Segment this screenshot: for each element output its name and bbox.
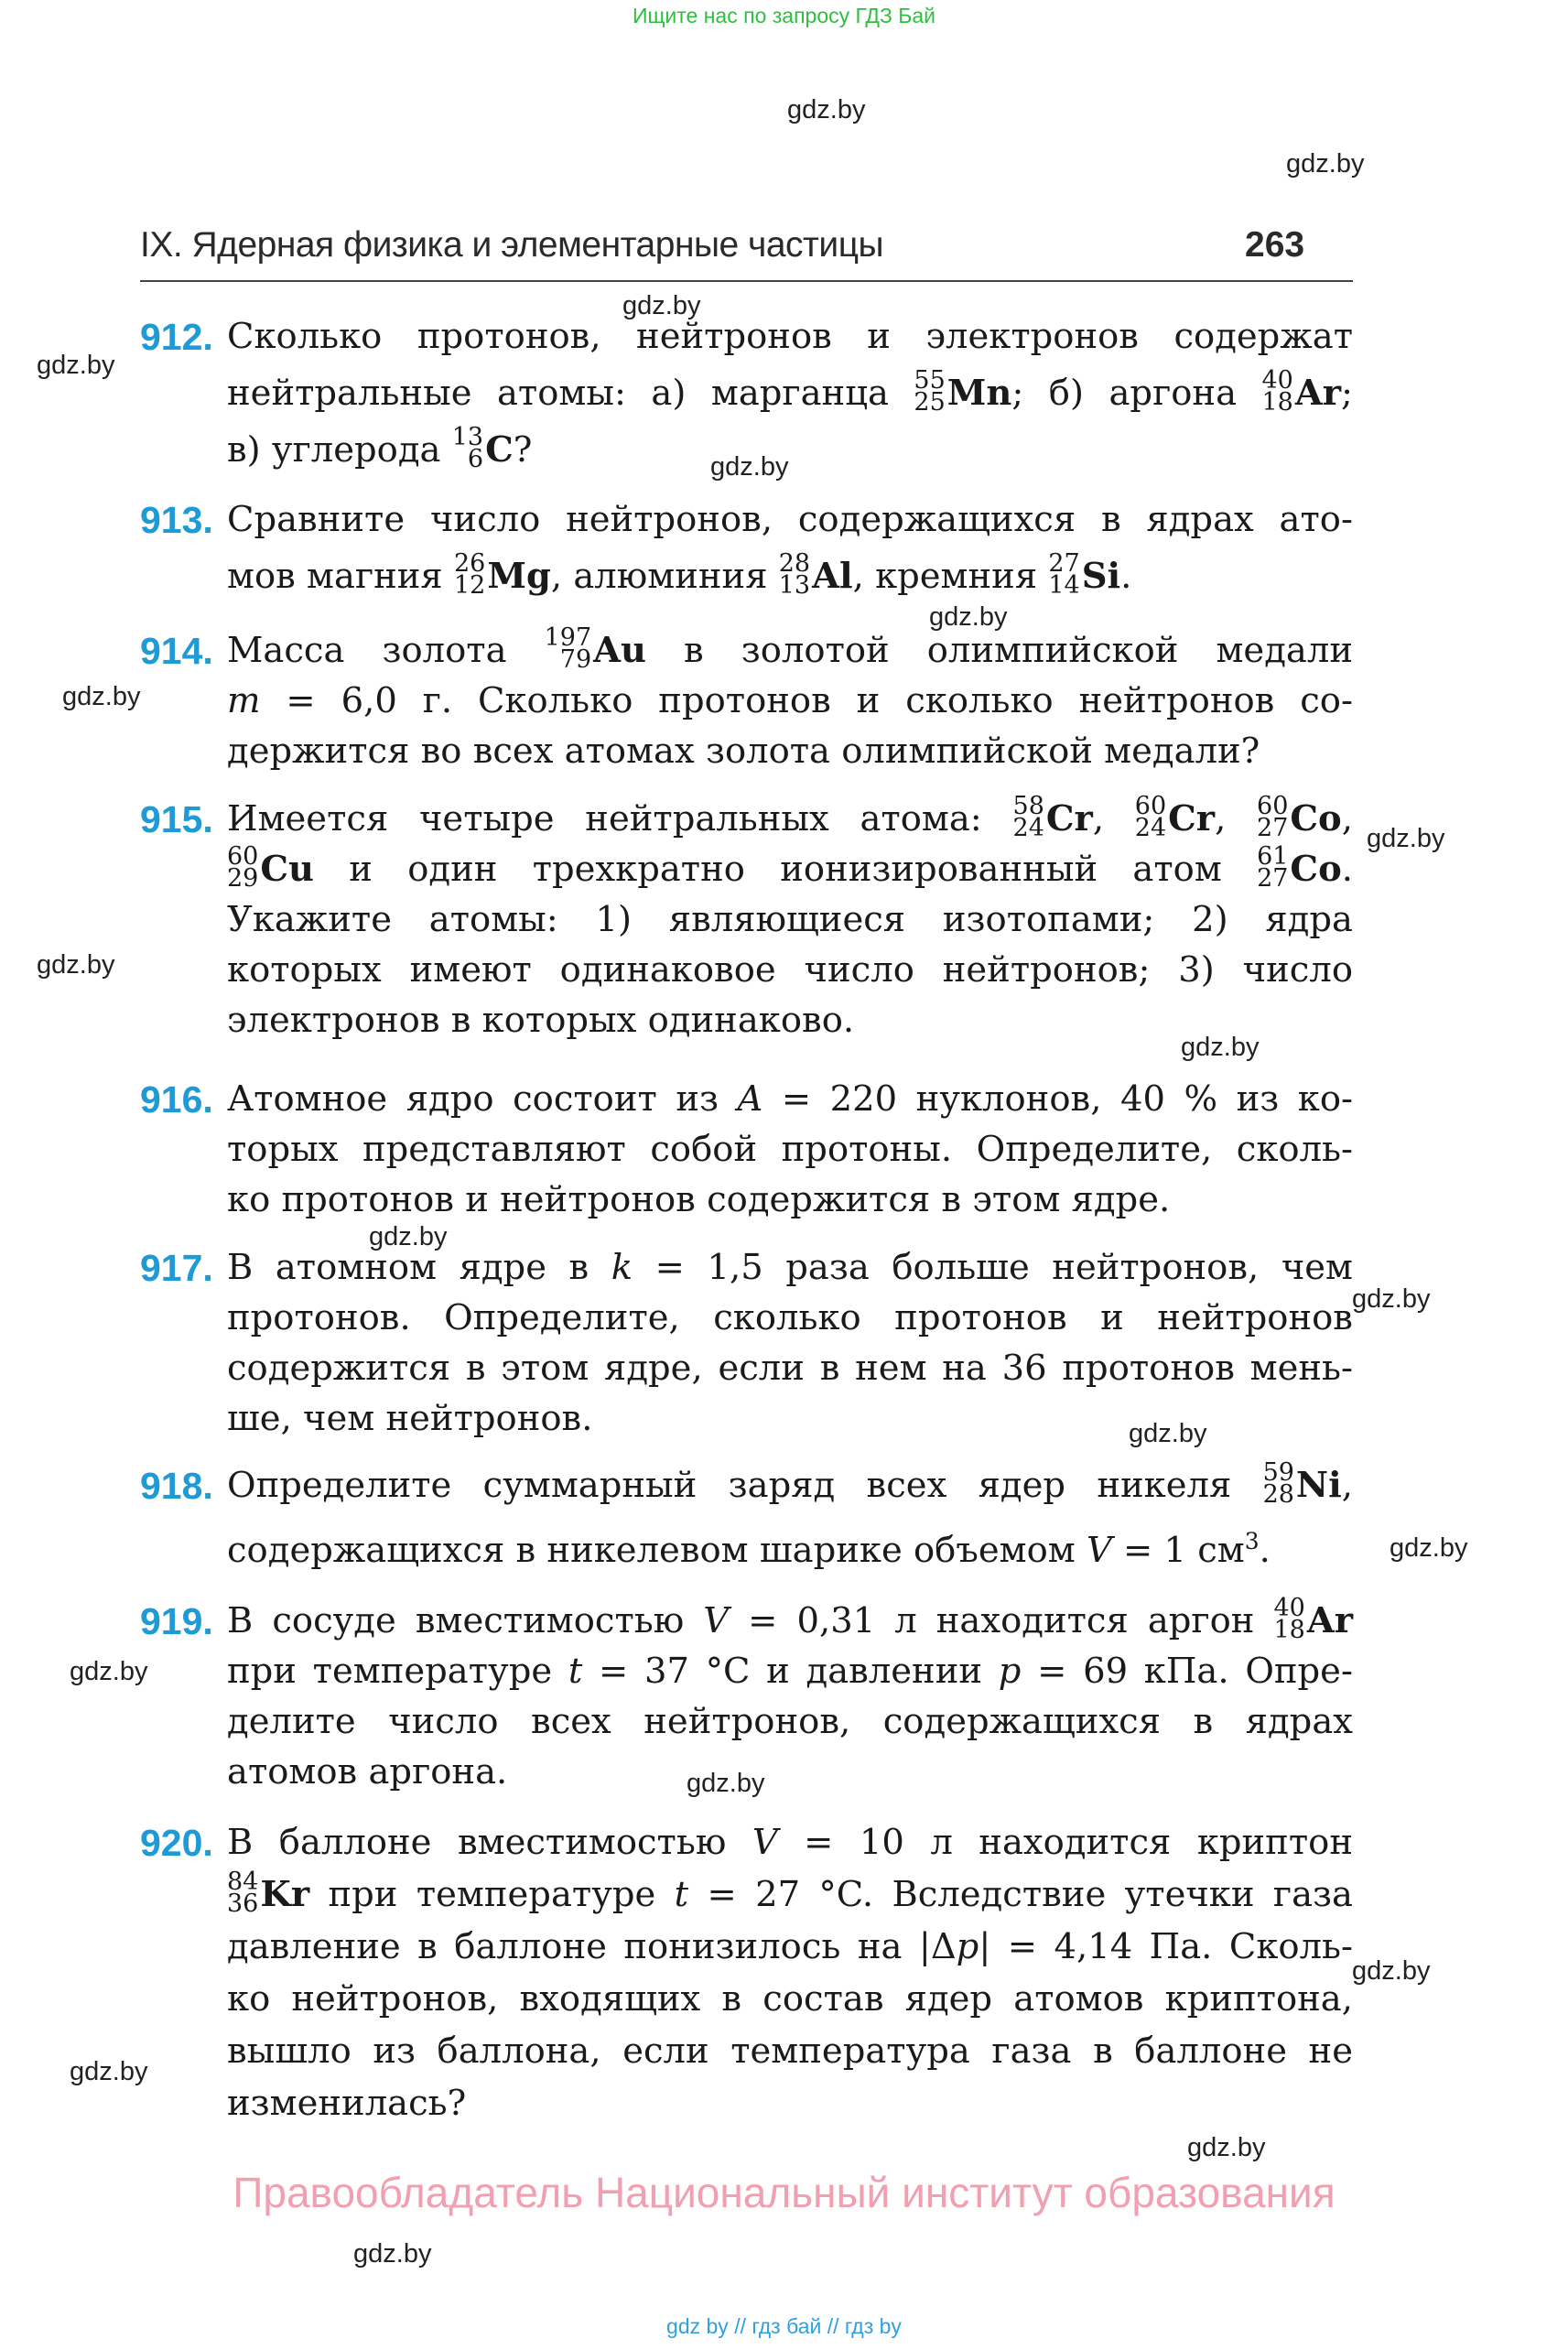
copyright-owner: Правообладатель Национальный институт образования [232,2169,1336,2216]
text-run: содержащихся в никелевом шарике объемом [227,1529,1087,1571]
mass-number: 27 [1048,549,1080,578]
text-run: мов магния [227,556,454,597]
text-run: = 1,5 раза больше нейтронов, чем [633,1247,1354,1288]
text-run: Атомное ядро состоит из [227,1078,738,1120]
text-run: Сколько протонов, нейтронов и электронов содержат [227,316,1353,357]
problem-text-line [227,1129,1353,1171]
element-symbol: Ni [1295,1465,1342,1506]
problem-number: 913. [140,499,213,541]
problem-text-line [227,1521,1353,1572]
isotope-notation [227,1868,310,1919]
text-run: = 1 см [1111,1529,1245,1571]
atomic-number: 24 [1012,814,1044,842]
text-run: , [1341,1465,1353,1506]
mass-number: 58 [1012,792,1044,820]
isotope-notation [1048,549,1121,601]
problem-text-line [227,423,1353,474]
watermark: gdz.by [1129,1419,1207,1448]
watermark: gdz.by [37,950,115,980]
text-run: и один трехкратно ионизированный атом [314,849,1258,890]
element-symbol: Co [1290,849,1342,890]
text-run: которых имеют одинаковое число нейтронов; 3) число [227,949,1353,991]
problem-text-line [227,680,1353,722]
mass-number: 26 [453,549,486,578]
element-symbol: Cu [260,849,314,890]
watermark: gdz.by [1367,824,1445,853]
isotope-notation [227,842,314,893]
math-variable: V [752,1822,778,1863]
atomic-number: 6 [467,445,484,473]
text-run: В баллоне вместимостью [227,1822,752,1863]
problem-text-line [227,1751,1353,1793]
watermark: gdz.by [1187,2133,1266,2162]
isotope-notation [1134,792,1216,843]
isotope-notation [451,423,514,474]
math-variable: p [956,1926,979,1967]
page-number: 263 [1245,225,1305,265]
watermark: gdz.by [1181,1033,1260,1062]
text-run: торых представляют собой протоны. Определите, сколь- [227,1129,1353,1170]
footer-links: gdz by // гдз бай // гдз by [666,2314,902,2338]
text-run: = 220 нуклонов, 40 % из ко- [762,1078,1354,1120]
text-run: делите число всех нейтронов, содержащихся в ядрах [227,1701,1353,1742]
element-symbol: Kr [260,1874,310,1915]
mass-number: 40 [1273,1594,1305,1622]
mass-number: 60 [227,842,259,871]
text-run: атомов аргона. [227,1751,508,1792]
text-run: Сравните число нейтронов, содержащихся в ядрах ато- [227,499,1353,540]
atomic-number: 29 [227,864,259,893]
problem-text-line [227,1822,1353,1864]
watermark: gdz.by [369,1222,448,1251]
problem-text-line [227,623,1353,675]
math-variable: k [611,1247,633,1288]
isotope-notation [1261,366,1342,417]
element-symbol: Ar [1294,373,1342,414]
atomic-number: 14 [1048,571,1080,600]
atomic-number: 36 [227,1890,259,1918]
element-symbol: Si [1081,556,1121,597]
problem-text-line [227,1078,1353,1121]
text-run: изменилась? [227,2083,467,2124]
watermark: gdz.by [70,2057,148,2086]
text-run: = 37 °C и давлении [582,1651,999,1692]
problem-text-line [227,1978,1353,2020]
chapter-title: IX. Ядерная физика и элементарные частицы [140,225,884,265]
atomic-number: 18 [1273,1616,1305,1644]
mass-number: 55 [914,366,946,395]
text-run: | = 4,14 Па. Сколь- [979,1926,1353,1967]
text-run: протонов. Определите, сколько протонов и нейтронов [227,1297,1353,1338]
mass-number: 197 [544,623,592,652]
mass-number: 40 [1261,366,1293,395]
text-run: , кремния [852,556,1049,597]
text-run: при температуре [309,1874,675,1915]
atomic-number: 27 [1257,814,1289,842]
problem-text-line [227,2083,1353,2125]
watermark: gdz.by [710,452,789,482]
text-run: , [1092,798,1135,839]
problem-text-line [227,366,1353,417]
text-run: , алюминия [550,556,779,597]
isotope-notation [1257,792,1342,843]
problem-text-line [227,1594,1353,1645]
problem-text-line [227,731,1353,773]
math-variable: t [568,1651,583,1692]
text-run: Имеется четыре нейтральных атома: [227,798,1013,839]
element-symbol: Co [1290,798,1342,839]
text-run: = 10 л находится криптон [777,1822,1353,1863]
problem-text-line [227,1348,1353,1390]
math-variable: p [998,1651,1022,1692]
text-run: . [1341,849,1353,890]
mass-number: 84 [227,1868,259,1896]
problem-text-line [227,1701,1353,1743]
problem-text-line [227,1247,1353,1289]
text-run: содержится в этом ядре, если в нем на 36 протонов мень- [227,1348,1353,1389]
isotope-notation [1012,792,1093,843]
problem-number: 919. [140,1600,213,1642]
element-symbol: Mn [946,373,1012,414]
problem-text-line [227,1651,1353,1693]
watermark: gdz.by [1390,1533,1468,1563]
text-run: в золотой олимпийской медали [646,630,1353,671]
watermark: gdz.by [1352,1284,1431,1314]
problem-number: 920. [140,1822,213,1864]
atomic-number: 24 [1134,814,1167,842]
math-variable: A [737,1078,763,1120]
text-run: В сосуде вместимостью [227,1600,704,1641]
text-run: . [1120,556,1132,597]
watermark: gdz.by [929,602,1008,632]
watermark: gdz.by [622,291,701,320]
text-run: Укажите атомы: 1) являющиеся изотопами; 2) ядра [227,899,1353,940]
text-run: ? [513,429,533,471]
element-symbol: C [485,429,514,471]
text-run: при температуре [227,1651,568,1692]
text-run: = 6,0 г. Сколько протонов и сколько нейтронов со- [260,680,1353,721]
text-run: вышло из баллона, если температура газа в баллоне не [227,2031,1353,2072]
math-variable: t [674,1874,689,1915]
watermark: gdz.by [353,2239,432,2269]
problem-text-line [227,316,1353,358]
problem-number: 916. [140,1078,213,1121]
atomic-number: 12 [453,571,486,600]
top-search-note: Ищите нас по запросу ГДЗ Бай [632,4,936,27]
problem-text-line [227,1000,1353,1042]
text-run: , [1341,798,1353,839]
header-divider [140,280,1353,282]
problem-text-line [227,2031,1353,2073]
isotope-notation [544,623,647,675]
text-run: ше, чем нейтронов. [227,1398,593,1439]
watermark: gdz.by [70,1657,148,1686]
element-symbol: Ar [1306,1600,1353,1641]
problem-text-line [227,949,1353,991]
text-run: , [1215,798,1258,839]
problem-text-line [227,1179,1353,1221]
element-symbol: Cr [1045,798,1093,839]
isotope-notation [1262,1458,1342,1510]
problem-text-line [227,499,1353,541]
text-run: ; б) аргона [1011,373,1262,414]
text-run: = 0,31 л находится аргон [729,1600,1274,1641]
problem-number: 914. [140,630,213,672]
mass-number: 60 [1257,792,1289,820]
isotope-notation [1273,1594,1353,1645]
problem-text-line [227,899,1353,941]
mass-number: 28 [778,549,811,578]
mass-number: 59 [1262,1458,1294,1487]
watermark: gdz.by [687,1769,765,1798]
problem-text-line [227,1868,1353,1919]
text-run: электронов в которых одинаково. [227,1000,855,1041]
text-run: ко нейтронов, входящих в состав ядер атомов криптона, [227,1978,1353,2020]
text-run: = 69 кПа. Опре- [1021,1651,1353,1692]
watermark: gdz.by [37,351,115,380]
text-run: В атомном ядре в [227,1247,611,1288]
problem-number: 915. [140,798,213,840]
problem-number: 912. [140,316,213,358]
isotope-notation [453,549,551,601]
superscript: 3 [1244,1528,1260,1554]
problem-text-line [227,1297,1353,1339]
isotope-notation [778,549,853,601]
isotope-notation [914,366,1012,417]
problem-text-line [227,1926,1353,1968]
mass-number: 13 [451,423,484,451]
text-run: Определите суммарный заряд всех ядер никеля [227,1465,1263,1506]
problem-text-line [227,792,1353,843]
watermark: gdz.by [1286,149,1365,179]
mass-number: 60 [1134,792,1167,820]
element-symbol: Mg [487,556,551,597]
watermark: gdz.by [1352,1956,1431,1986]
math-variable: m [227,680,261,721]
math-variable: V [703,1600,730,1641]
atomic-number: 13 [778,571,811,600]
math-variable: V [1086,1529,1112,1571]
atomic-number: 25 [914,388,946,417]
atomic-number: 27 [1257,864,1289,893]
watermark: gdz.by [787,95,866,125]
mass-number: 61 [1257,842,1289,871]
text-run: Масса золота [227,630,545,671]
atomic-number: 79 [559,645,592,674]
text-run: ; [1341,373,1353,414]
text-run: давление в баллоне понизилось на |Δ [227,1926,957,1967]
problem-text-line [227,842,1353,893]
text-run: ко протонов и нейтронов содержится в этом ядре. [227,1179,1171,1220]
element-symbol: Cr [1168,798,1216,839]
watermark: gdz.by [62,682,141,711]
text-run: в) углерода [227,429,452,471]
problem-number: 917. [140,1247,213,1289]
text-run: . [1259,1529,1271,1571]
atomic-number: 28 [1262,1480,1294,1509]
element-symbol: Au [593,630,647,671]
element-symbol: Al [812,556,853,597]
problem-text-line [227,549,1353,601]
atomic-number: 18 [1261,388,1293,417]
problem-text-line [227,1398,1353,1440]
isotope-notation [1257,842,1342,893]
problem-number: 918. [140,1465,213,1507]
text-run: нейтральные атомы: а) марганца [227,373,914,414]
problem-text-line [227,1458,1353,1510]
text-run: держится во всех атомах золота олимпийской медали? [227,731,1260,772]
text-run: = 27 °C. Вследствие утечки газа [688,1874,1353,1915]
